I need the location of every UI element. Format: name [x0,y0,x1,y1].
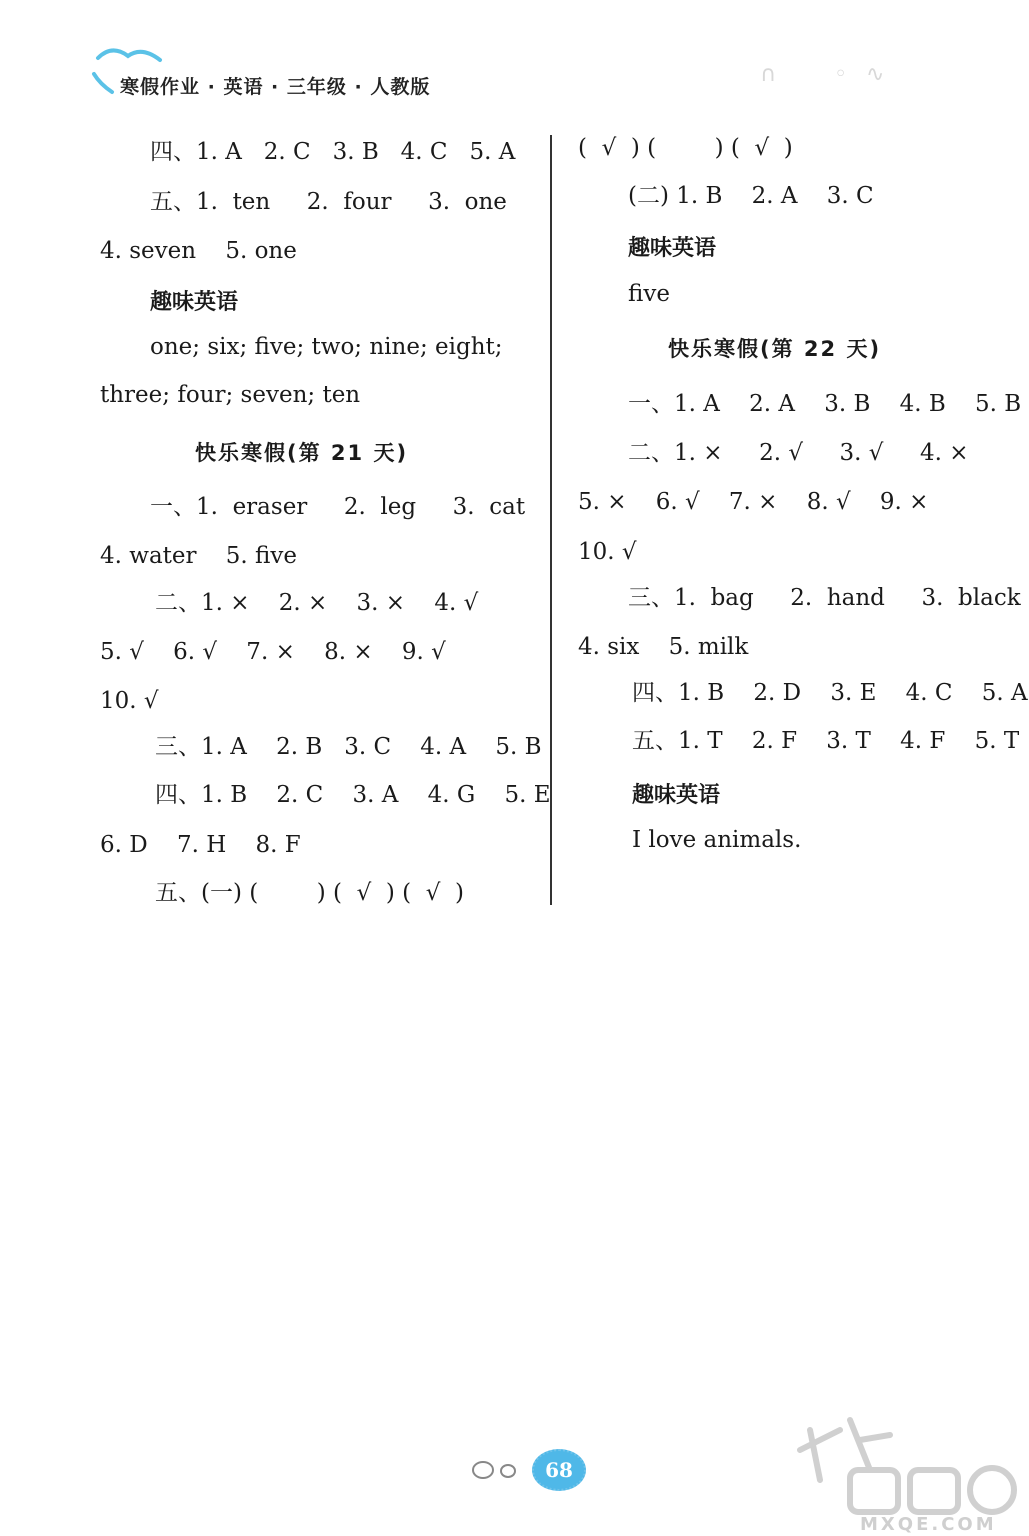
answer-line: 4. six 5. milk [578,634,749,660]
answer-line: 五、(一) ( ) ( √ ) ( √ ) [155,880,465,906]
answer-line: 5. √ 6. √ 7. × 8. × 9. √ [100,639,446,665]
answer-line: 6. D 7. H 8. F [100,832,301,858]
circle-decoration-icon [500,1464,516,1478]
answer-line: 四、1. A 2. C 3. B 4. C 5. A [150,139,516,165]
answer-line: 三、1. A 2. B 3. C 4. A 5. B [155,734,542,760]
answer-line: 四、1. B 2. D 3. E 4. C 5. A [632,680,1028,706]
answer-line: 4. seven 5. one [100,238,297,264]
fun-english-heading: 趣味英语 [632,783,721,808]
fun-english-heading: 趣味英语 [628,236,717,261]
answer-line: 五、1. ten 2. four 3. one [150,189,507,215]
day-21-heading: 快乐寒假(第 21 天) [195,441,409,465]
answer-line: 四、1. B 2. C 3. A 4. G 5. E [155,782,551,808]
day-22-heading: 快乐寒假(第 22 天) [668,337,882,361]
answer-line: ( √ ) ( ) ( √ ) [578,135,793,161]
page-number-badge: 68 [532,1449,586,1491]
answer-line: 三、1. bag 2. hand 3. black [628,585,1021,611]
circle-decoration-icon [472,1461,494,1479]
answer-line: 一、1. eraser 2. leg 3. cat [150,494,526,520]
answer-line: 二、1. × 2. × 3. × 4. √ [155,590,479,616]
answer-line: 10. √ [100,688,159,714]
answer-line: five [628,281,670,307]
answer-line: I love animals. [632,827,802,853]
fun-english-heading: 趣味英语 [150,290,239,315]
page-footer [470,1445,600,1495]
answer-line: 10. √ [578,539,637,565]
answer-line: (二) 1. B 2. A 3. C [628,183,874,209]
watermark-logo-icon [780,1390,1029,1536]
answer-line: three; four; seven; ten [100,382,361,408]
answer-line: 二、1. × 2. √ 3. √ 4. × [628,440,969,466]
page-header [90,40,510,110]
svg-text:MXQE.COM: MXQE.COM [860,1514,997,1535]
answer-line: 5. × 6. √ 7. × 8. √ 9. × [578,489,929,515]
answer-line: 4. water 5. five [100,543,297,569]
answer-line: 一、1. A 2. A 3. B 4. B 5. B [628,391,1022,417]
answer-line: one; six; five; two; nine; eight; [150,334,503,360]
faint-header-mark: ∩ ◦ ∿ [760,62,891,87]
answer-line: 五、1. T 2. F 3. T 4. F 5. T [632,728,1020,754]
header-title: 寒假作业 · 英语 · 三年级 · 人教版 [120,76,431,98]
